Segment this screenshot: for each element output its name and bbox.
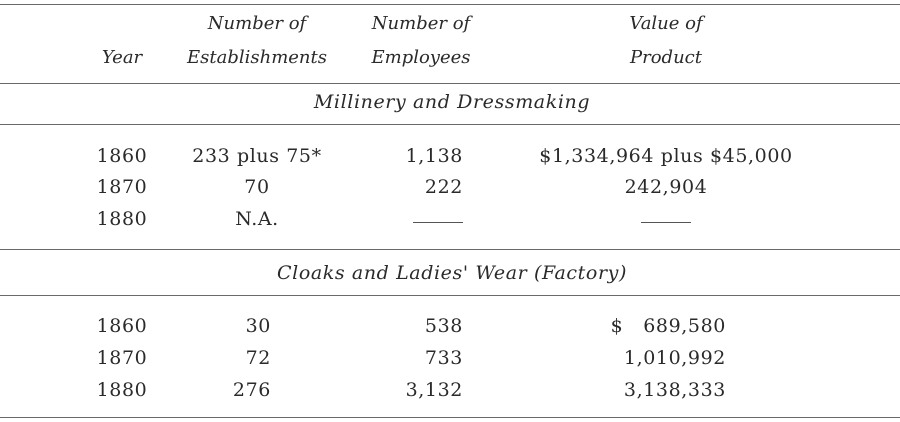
header-value-line1: Value of (629, 13, 703, 34)
header-employees-line1: Number of (371, 13, 471, 34)
empty-cell-dash (641, 222, 691, 223)
cell-employees: 733 (424, 347, 463, 369)
empty-cell-dash (413, 222, 463, 223)
cell-employees: 538 (424, 315, 463, 337)
header-establishments-line2: Establishments (187, 47, 327, 68)
cell-value: $ 689,580 (610, 315, 726, 337)
cell-value: 1,010,992 (623, 347, 726, 369)
cell-value: 3,138,333 (623, 379, 726, 401)
cell-year: 1860 (96, 315, 148, 337)
header-value-line2: Product (630, 47, 702, 68)
cell-employees: 3,132 (405, 379, 463, 401)
header-establishments-line1: Number of (207, 13, 307, 34)
cell-year: 1880 (96, 208, 148, 230)
section-2-rule (0, 295, 900, 296)
cell-value: $1,334,964 plus $45,000 (539, 145, 793, 167)
cell-value: 242,904 (624, 176, 708, 198)
header-bottom-rule (0, 83, 900, 84)
section-title-cloaks: Cloaks and Ladies' Wear (Factory) (277, 262, 627, 284)
section-title-millinery: Millinery and Dressmaking (313, 91, 591, 113)
cell-establishments: 72 (245, 347, 271, 369)
section-1-bottom-rule (0, 249, 900, 250)
cell-establishments: 30 (245, 315, 271, 337)
cell-establishments: 70 (244, 176, 270, 198)
cell-employees: 1,138 (405, 145, 463, 167)
cell-establishments: 276 (232, 379, 271, 401)
table-bottom-rule (0, 417, 900, 418)
cell-year: 1880 (96, 379, 148, 401)
table-top-rule (0, 4, 900, 5)
cell-year: 1870 (96, 176, 148, 198)
cell-establishments: N.A. (235, 208, 279, 230)
cell-employees: 222 (424, 176, 463, 198)
header-year: Year (101, 47, 143, 68)
cell-establishments: 233 plus 75* (192, 145, 322, 167)
header-employees-line2: Employees (371, 47, 471, 68)
section-1-rule (0, 124, 900, 125)
cell-year: 1860 (96, 145, 148, 167)
cell-year: 1870 (96, 347, 148, 369)
